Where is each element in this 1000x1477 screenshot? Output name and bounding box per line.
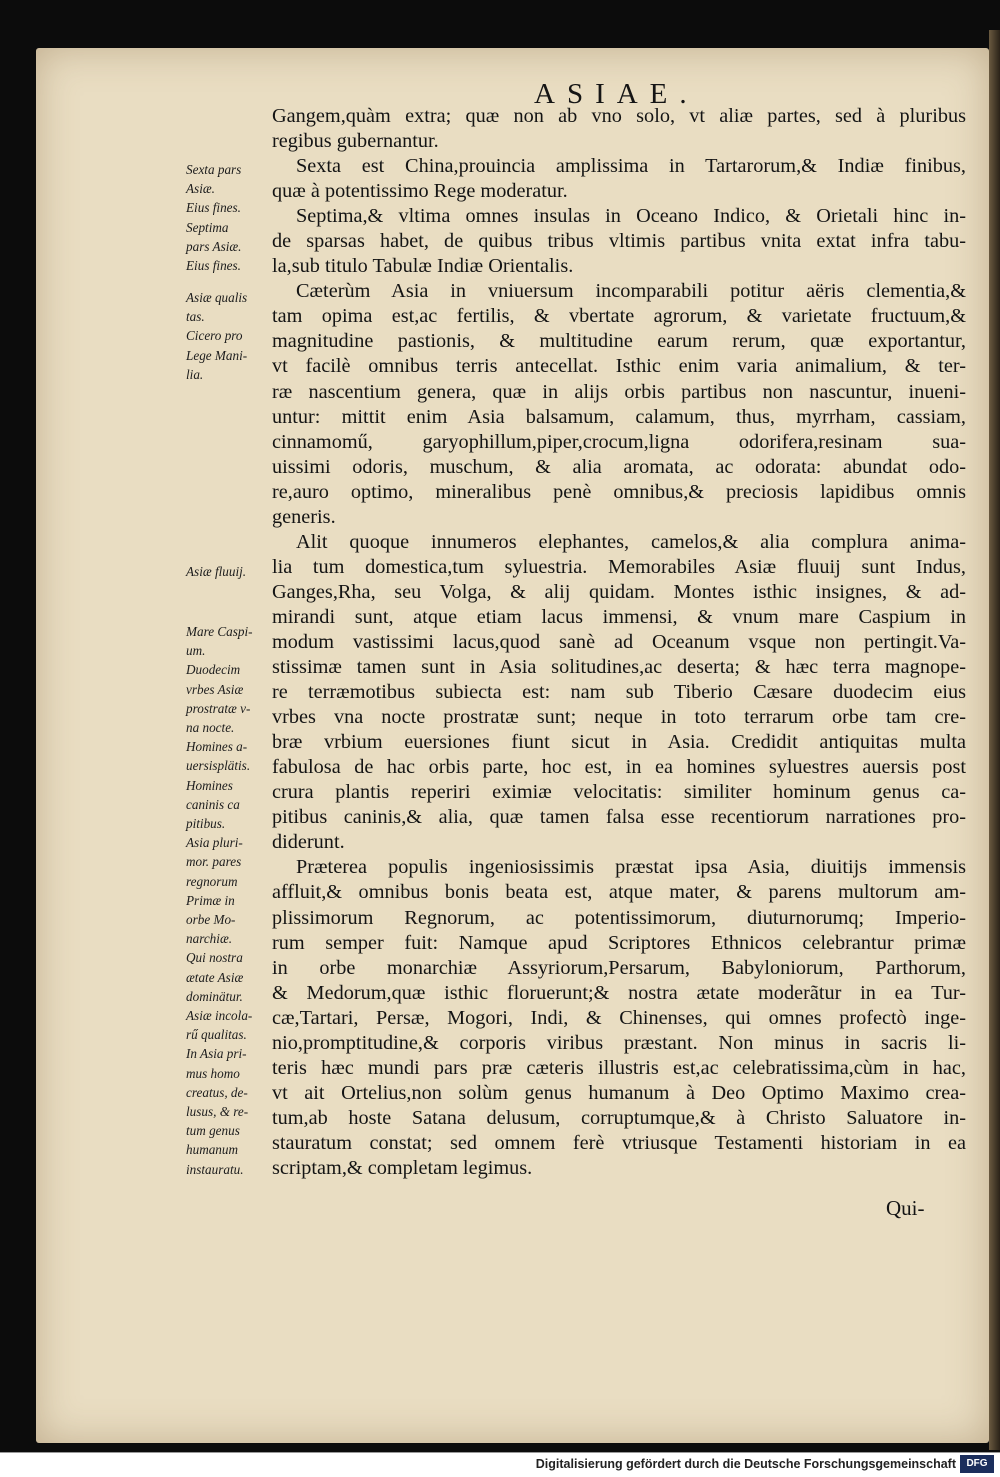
- margin-note-line: Homines a-: [186, 739, 248, 755]
- margin-note-group: [186, 288, 272, 384]
- dfg-logo: DFG: [960, 1455, 994, 1473]
- text-line: tum,ab hoste Satana delusum, corruptumque,& à Christo Saluatore in-: [272, 1106, 966, 1129]
- text-line: stissimæ tamen sunt in Asia solitudines,ac deserta; & hæc terra magnope-: [272, 656, 966, 679]
- margin-note-line: Eius fines.: [186, 200, 241, 216]
- margin-note-group: [186, 562, 272, 581]
- text-line: regibus gubernantur.: [272, 130, 439, 153]
- margin-note-line: orbe Mo-: [186, 912, 236, 928]
- margin-note-line: tas.: [186, 309, 205, 325]
- text-line: re,auro optimo, mineralibus penè omnibus,& preciosis lapidibus omnis: [272, 480, 966, 503]
- margin-note-line: ætate Asiæ: [186, 969, 244, 985]
- text-line: ræ nascentium genera, quæ in alijs orbis partibus non nascuntur, inueni-: [272, 380, 966, 403]
- text-line: plissimorum Regnorum, ac potentissimorum, diuturnorumq; Imperio-: [272, 906, 966, 929]
- text-line: nio,promptitudine,& corporis viribus præstant. Non minus in sacris li-: [272, 1031, 966, 1054]
- text-line: cinnamomű, garyophillum,piper,crocum,ligna odorifera,resinam sua-: [272, 430, 966, 453]
- margin-note-line: uersisplätis.: [186, 758, 251, 774]
- body-text: [272, 104, 966, 1181]
- margin-note-line: Mare Caspi-: [186, 624, 253, 639]
- margin-note-line: Asiæ fluuij.: [186, 564, 247, 579]
- margin-note-line: Qui nostra: [186, 950, 243, 966]
- margin-note-line: Homines: [186, 777, 233, 793]
- margin-note-line: dominätur.: [186, 988, 243, 1004]
- text-line: lia tum domestica,tum syluestria. Memorabiles Asiæ fluuij sunt Indus,: [272, 555, 966, 578]
- margin-note-group: [186, 160, 272, 275]
- margin-note-line: Duodecim: [186, 662, 241, 678]
- margin-note-line: vrbes Asiæ: [186, 681, 244, 697]
- margin-note-line: Asiæ qualis: [186, 290, 248, 305]
- text-line: affluit,& omnibus bonis beata est, atque mater, & parens multorum am-: [272, 881, 966, 904]
- text-line: stauratum constat; sed omnem ferè vtriusque Testamenti historiam in ea: [272, 1131, 966, 1154]
- text-line: & Medorum,quæ isthic floruerunt;& nostra ætate moderãtur in ea Tur-: [272, 981, 966, 1004]
- text-line: vt facilè omnibus terris antecellat. Isthic enim varia animalium, & ter-: [272, 355, 966, 378]
- text-line: vrbes vna nocte prostratæ sunt; neque in toto terrarum orbe tam cre-: [272, 706, 966, 729]
- text-line: cæ,Tartari, Persæ, Mogori, Indi, & Chinenses, qui omnes profectò inge-: [272, 1006, 966, 1029]
- margin-note-group: [186, 622, 272, 1179]
- text-line: de sparsas habet, de quibus tribus vltimis partibus vnita extat infra tabu-: [272, 230, 966, 253]
- text-line: tam opima est,ac fertilis, & vbertate agrorum, & varietate fructuum,&: [272, 305, 966, 328]
- margin-note-line: narchiæ.: [186, 931, 233, 947]
- catchword: Qui-: [886, 1196, 925, 1220]
- text-line: uissimi odoris, muschum, & alia aromata, ac odorata: abundat odo-: [272, 455, 966, 478]
- text-line: untur: mittit enim Asia balsamum, calamum, thus, myrrham, cassiam,: [272, 405, 966, 428]
- margin-note-line: Septima: [186, 219, 229, 235]
- text-line: teris hæc mundi pars præ cæteris illustris est,ac celebratissima,cùm in hac,: [272, 1056, 966, 1079]
- margin-note-line: um.: [186, 643, 206, 659]
- paragraph: [272, 154, 966, 204]
- margin-note-line: Primæ in: [186, 892, 235, 908]
- margin-note-line: Sexta pars: [186, 162, 242, 177]
- margin-note-line: lia.: [186, 366, 204, 382]
- footer-credit: Digitalisierung gefördert durch die Deutsche Forschungsgemeinschaft: [535, 1457, 956, 1471]
- paragraph: [272, 204, 966, 279]
- margin-note-line: rű qualitas.: [186, 1027, 247, 1043]
- running-head: ASIAE.: [534, 78, 699, 110]
- margin-note-line: caninis ca: [186, 796, 240, 812]
- paragraph: [272, 279, 966, 529]
- margin-note-line: lusus, & re-: [186, 1104, 249, 1120]
- margin-note-line: In Asia pri-: [186, 1046, 247, 1062]
- margin-note-line: humanum: [186, 1142, 239, 1158]
- text-line: bræ vrbium euersiones fiunt sicut in Asia. Credidit antiquitas multa: [272, 731, 966, 754]
- text-line: crura plantis reperiri eximiæ velocitatis: similiter hominum genus ca-: [272, 781, 966, 804]
- text-line: vt ait Ortelius,non solùm genus humanum à Deo Optimo Maximo crea-: [272, 1081, 966, 1104]
- paragraph: [272, 855, 966, 1181]
- page-edge: [989, 30, 1000, 1450]
- margin-note-line: Asia pluri-: [186, 835, 243, 851]
- text-line: Alit quoque innumeros elephantes, camelos,& alia complura anima-: [296, 530, 966, 553]
- text-line: mirandi sunt, atque etiam lacus immensi, & vnum mare Caspium in: [272, 605, 966, 628]
- text-line: Cæterùm Asia in vniuersum incomparabili potitur aëris clementia,&: [296, 280, 966, 303]
- margin-note-line: Cicero pro: [186, 328, 243, 344]
- text-line: Septima,& vltima omnes insulas in Oceano Indico, & Orietali hinc in-: [296, 205, 966, 228]
- margin-note-line: pitibus.: [186, 816, 226, 832]
- margin-note-line: mus homo: [186, 1065, 240, 1081]
- margin-note-line: Lege Mani-: [186, 347, 248, 363]
- text-line: Præterea populis ingeniosissimis præstat ipsa Asia, diuitijs immensis: [296, 856, 966, 879]
- margin-note-line: tum genus: [186, 1123, 240, 1139]
- text-line: magnitudine pastionis, & multitudine earum rerum, quæ exportantur,: [272, 330, 966, 353]
- text-line: quæ à potentissimo Rege moderatur.: [272, 180, 568, 203]
- margin-note-line: regnorum: [186, 873, 238, 889]
- text-line: diderunt.: [272, 831, 345, 854]
- margin-note-line: creatus, de-: [186, 1084, 248, 1100]
- margin-note-line: instauratu.: [186, 1161, 244, 1177]
- text-line: Ganges,Rha, seu Volga, & alij quidam. Montes isthic insignes, & ad-: [272, 580, 966, 603]
- margin-note-line: na nocte.: [186, 720, 235, 736]
- margin-note-line: prostratæ v-: [186, 700, 251, 716]
- margin-note-line: pars Asiæ.: [186, 238, 242, 254]
- text-line: fabulosa de hac orbis parte, hoc est, in ea homines syluestres auersis post: [272, 756, 966, 779]
- text-line: in orbe monarchiæ Assyriorum,Persarum, Babyloniorum, Parthorum,: [272, 956, 966, 979]
- footer-bar: [0, 1452, 1000, 1477]
- text-line: modum vastissimi lacus,quod sanè ad Oceanum vsque non pertingit.Va-: [272, 630, 966, 653]
- margin-note-line: mor. pares: [186, 854, 242, 870]
- paragraph: [272, 530, 966, 856]
- text-line: re terræmotibus subiecta est: nam sub Tiberio Cæsare duodecim eius: [272, 681, 966, 704]
- margin-note-line: Asiæ incola-: [186, 1008, 253, 1024]
- margin-note-line: Eius fines.: [186, 258, 241, 274]
- text-line: generis.: [272, 505, 336, 528]
- text-line: la,sub titulo Tabulæ Indiæ Orientalis.: [272, 255, 574, 278]
- text-line: Sexta est China,prouincia amplissima in Tartarorum,& Indiæ finibus,: [296, 155, 966, 178]
- paragraph: [272, 104, 966, 154]
- margin-note-line: Asiæ.: [186, 181, 215, 197]
- text-line: Gangem,quàm extra; quæ non ab vno solo, vt aliæ partes, sed à pluribus: [272, 105, 966, 127]
- text-line: rum semper fuit: Namque apud Scriptores Ethnicos celebrantur primæ: [272, 931, 966, 954]
- text-line: scriptam,& completam legimus.: [272, 1156, 533, 1179]
- text-line: pitibus caninis,& alia, quæ tamen falsa esse recentiorum narrationes pro-: [272, 806, 966, 829]
